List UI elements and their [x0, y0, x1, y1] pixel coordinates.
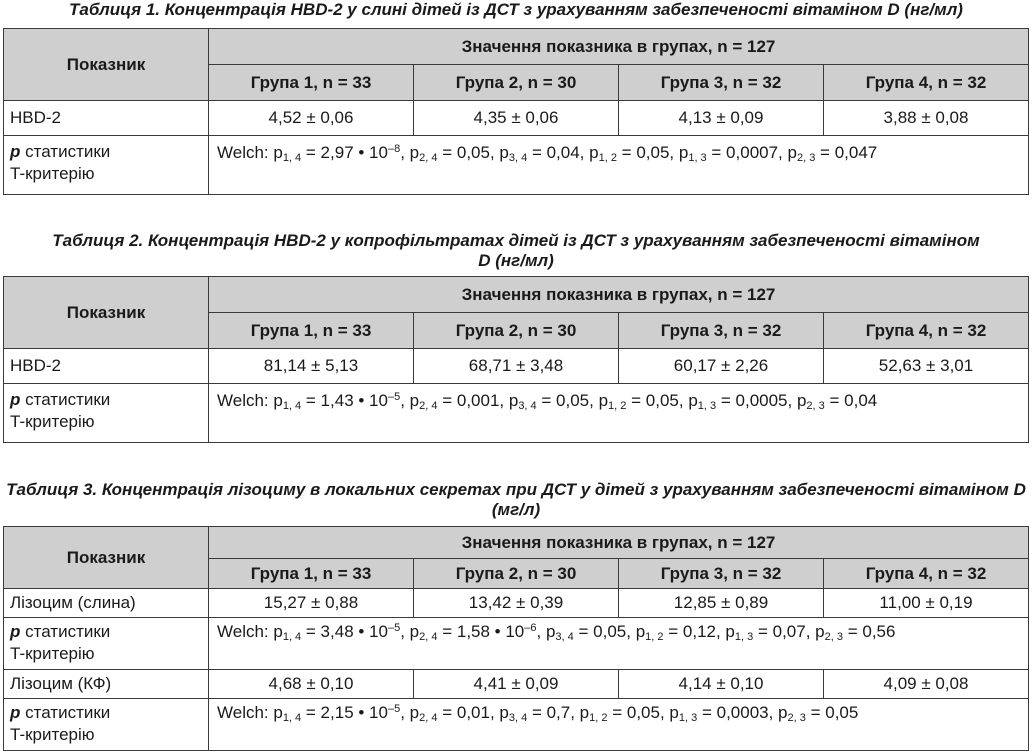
cell-value: 4,13 ± 0,09: [619, 101, 824, 136]
p-statistic-label: p статистики T-критерію: [4, 699, 209, 751]
welch-statistics: Welch: $p_{1, 4} = 1,43$ • $10^{-5}$, $p_{2, 4} = 0,001$, $p_{3, 4} = 0,05$, $p_{1, 2} = 0,05$, $p_{1, 3} = 0,0005$, $p_{2, 3} = 0,04$: [209, 384, 1029, 443]
row-label: HBD-2: [4, 349, 209, 384]
table-2: [3, 276, 1029, 443]
cell-value: 4,35 ± 0,06: [414, 101, 619, 136]
header-group-2: Група 2, n = 30: [414, 313, 619, 349]
header-group-1: Група 1, n = 33: [209, 65, 414, 101]
table-row: [4, 101, 1029, 136]
table-3: [3, 526, 1029, 751]
header-group-values: Значення показника в групах, n = 127: [209, 277, 1029, 313]
table-row: [4, 136, 1029, 195]
cell-value: 11,00 ± 0,19: [824, 589, 1029, 618]
header-group-values: Значення показника в групах, n = 127: [209, 29, 1029, 65]
table-row: [4, 589, 1029, 618]
table-row: [4, 618, 1029, 670]
row-label: HBD-2: [4, 101, 209, 136]
row-label: Лізоцим (слина): [4, 589, 209, 618]
header-indicator: Показник: [4, 277, 209, 349]
cell-value: 4,09 ± 0,08: [824, 670, 1029, 699]
header-group-2: Група 2, n = 30: [414, 65, 619, 101]
header-group-1: Група 1, n = 33: [209, 559, 414, 589]
header-group-3: Група 3, n = 32: [619, 313, 824, 349]
header-group-4: Група 4, n = 32: [824, 559, 1029, 589]
header-group-1: Група 1, n = 33: [209, 313, 414, 349]
header-group-4: Група 4, n = 32: [824, 65, 1029, 101]
table-row: [4, 670, 1029, 699]
header-group-4: Група 4, n = 32: [824, 313, 1029, 349]
header-indicator: Показник: [4, 29, 209, 101]
row-label: Лізоцим (КФ): [4, 670, 209, 699]
cell-value: 4,68 ± 0,10: [209, 670, 414, 699]
cell-value: 4,14 ± 0,10: [619, 670, 824, 699]
table-row: [4, 699, 1029, 751]
cell-value: 15,27 ± 0,88: [209, 589, 414, 618]
welch-statistics: Welch: $p_{1, 4} = 3,48$ • $10^{-5}$, $p_{2, 4} = 1,58$ • $10^{-6}$, $p_{3, 4} = 0,05$, $p_{1, 2} = 0,12$, $p_{1, 3} = 0,07$, $p_{2, 3} = 0,56$: [209, 618, 1029, 670]
table-3-title: Таблиця 3. Концентрація лізоциму в локальних секретах при ДСТ у дітей з урахуванням забезпеченості вітаміном D (мг/л): [6, 480, 1026, 519]
p-statistic-label: p статистики T-критерію: [4, 618, 209, 670]
cell-value: 12,85 ± 0,89: [619, 589, 824, 618]
cell-value: 4,52 ± 0,06: [209, 101, 414, 136]
p-statistic-label: p статистики T-критерію: [4, 136, 209, 195]
cell-value: 60,17 ± 2,26: [619, 349, 824, 384]
table-1-title: Таблиця 1. Концентрація HBD-2 у слині дітей із ДСТ з урахуванням забезпеченості вітаміном D (нг/мл): [69, 0, 963, 19]
table-2-title: Таблиця 2. Концентрація HBD-2 у копрофільтратах дітей із ДСТ з урахуванням забезпеченості вітаміном D (нг/мл): [52, 231, 980, 270]
header-group-2: Група 2, n = 30: [414, 559, 619, 589]
table-row: [4, 384, 1029, 443]
cell-value: 4,41 ± 0,09: [414, 670, 619, 699]
header-group-3: Група 3, n = 32: [619, 65, 824, 101]
welch-statistics: Welch: $p_{1, 4} = 2,15$ • $10^{-5}$, $p_{2, 4} = 0,01$, $p_{3, 4} = 0,7$, $p_{1, 2} = 0,05$, $p_{1, 3} = 0,0003$, $p_{2, 3} = 0,05$: [209, 699, 1029, 751]
cell-value: 68,71 ± 3,48: [414, 349, 619, 384]
p-statistic-label: p статистики T-критерію: [4, 384, 209, 443]
cell-value: 52,63 ± 3,01: [824, 349, 1029, 384]
table-1: [3, 28, 1029, 195]
header-indicator: Показник: [4, 527, 209, 589]
cell-value: 13,42 ± 0,39: [414, 589, 619, 618]
cell-value: 3,88 ± 0,08: [824, 101, 1029, 136]
header-group-values: Значення показника в групах, n = 127: [209, 527, 1029, 559]
header-group-3: Група 3, n = 32: [619, 559, 824, 589]
cell-value: 81,14 ± 5,13: [209, 349, 414, 384]
welch-statistics: Welch: $p_{1, 4} = 2,97$ • $10^{-8}$, $p_{2, 4} = 0,05$, $p_{3, 4} = 0,04$, $p_{1, 2} = 0,05$, $p_{1, 3} = 0,0007$, $p_{2, 3} = 0,047$: [209, 136, 1029, 195]
table-row: [4, 349, 1029, 384]
